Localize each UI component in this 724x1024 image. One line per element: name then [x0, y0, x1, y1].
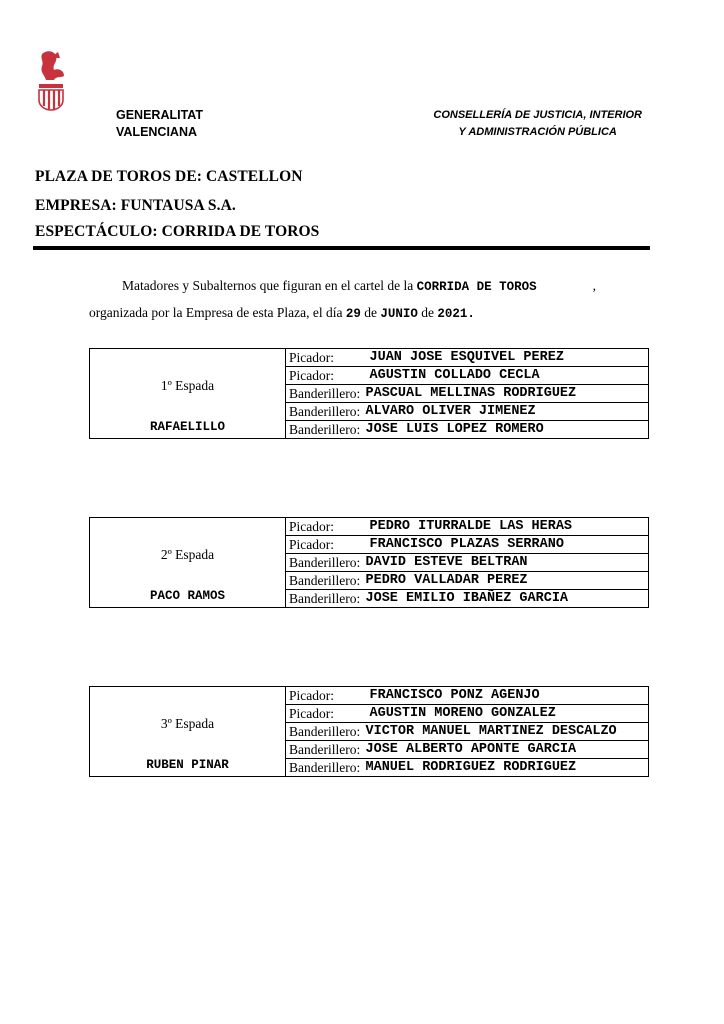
espada-cell	[90, 687, 286, 777]
espada-table-2	[89, 517, 649, 608]
espada-label: 1º Espada	[160, 378, 215, 393]
intro-text-1: Matadores y Subalternos que figuran en el cartel de la	[122, 278, 414, 293]
conselleria-line1: CONSELLERÍA DE JUSTICIA, INTERIOR	[433, 109, 642, 121]
crew-role: Picador:	[286, 687, 366, 705]
intro-comma: ,	[592, 278, 597, 293]
crew-person: FRANCISCO PONZ AGENJO	[366, 687, 649, 705]
crew-role: Banderillero:	[286, 385, 366, 403]
intro-espectaculo: CORRIDA DE TOROS	[416, 280, 537, 294]
plaza-heading: PLAZA DE TOROS DE: CASTELLON	[35, 168, 303, 185]
crew-role: Banderillero:	[286, 554, 366, 572]
crew-role: Picador:	[286, 518, 366, 536]
matador-name: RAFAELILLO	[149, 420, 225, 434]
conselleria-name	[433, 107, 642, 141]
crew-role: Picador:	[286, 367, 366, 385]
espada-label: 2º Espada	[160, 547, 215, 562]
intro-de-1: de	[364, 305, 378, 320]
crew-person: PEDRO ITURRALDE LAS HERAS	[366, 518, 649, 536]
crew-person: PEDRO VALLADAR PEREZ	[366, 572, 649, 590]
crew-role: Picador:	[286, 705, 366, 723]
espada-label: 3º Espada	[160, 716, 215, 731]
crew-person: JOSE EMILIO IBAÑEZ GARCIA	[366, 590, 649, 608]
crew-role: Banderillero:	[286, 421, 366, 439]
crew-person: PASCUAL MELLINAS RODRIGUEZ	[366, 385, 649, 403]
crew-role: Banderillero:	[286, 759, 366, 777]
crew-role: Banderillero:	[286, 403, 366, 421]
matador-name: PACO RAMOS	[149, 589, 225, 603]
generalitat-name	[116, 107, 203, 141]
crew-person: AGUSTIN COLLADO CECLA	[366, 367, 649, 385]
intro-year: 2021.	[437, 307, 475, 321]
espada-cell	[90, 349, 286, 439]
crew-person: DAVID ESTEVE BELTRAN	[366, 554, 649, 572]
crew-person: JUAN JOSE ESQUIVEL PEREZ	[366, 349, 649, 367]
crew-role: Banderillero:	[286, 590, 366, 608]
header-rule	[33, 246, 650, 250]
crew-person: AGUSTIN MORENO GONZALEZ	[366, 705, 649, 723]
crew-role: Picador:	[286, 536, 366, 554]
intro-de-2: de	[421, 305, 435, 320]
table-row	[90, 518, 649, 536]
intro-line-2	[89, 305, 475, 321]
crew-person: FRANCISCO PLAZAS SERRANO	[366, 536, 649, 554]
espada-cell	[90, 518, 286, 608]
empresa-heading: EMPRESA: FUNTAUSA S.A.	[35, 197, 236, 214]
generalitat-line2: VALENCIANA	[116, 125, 198, 139]
crew-role: Banderillero:	[286, 723, 366, 741]
generalitat-line1: GENERALITAT	[116, 108, 204, 122]
espada-table-3	[89, 686, 649, 777]
generalitat-logo	[36, 48, 70, 112]
espada-table-1	[89, 348, 649, 439]
conselleria-line2: Y ADMINISTRACIÓN PÚBLICA	[458, 126, 617, 138]
intro-month: JUNIO	[380, 307, 418, 321]
intro-day: 29	[345, 307, 361, 321]
table-row	[90, 687, 649, 705]
espectaculo-heading: ESPECTÁCULO: CORRIDA DE TOROS	[35, 223, 320, 240]
crew-person: ALVARO OLIVER JIMENEZ	[366, 403, 649, 421]
crew-role: Banderillero:	[286, 741, 366, 759]
crew-role: Picador:	[286, 349, 366, 367]
crew-person: MANUEL RODRIGUEZ RODRIGUEZ	[366, 759, 649, 777]
crew-person: JOSE LUIS LOPEZ ROMERO	[366, 421, 649, 439]
intro-line-1	[122, 278, 596, 294]
matador-name: RUBEN PINAR	[146, 758, 229, 772]
crew-role: Banderillero:	[286, 572, 366, 590]
crew-person: VICTOR MANUEL MARTINEZ DESCALZO	[366, 723, 649, 741]
intro-text-2: organizada por la Empresa de esta Plaza, el día	[89, 305, 343, 320]
table-row	[90, 349, 649, 367]
crew-person: JOSE ALBERTO APONTE GARCIA	[366, 741, 649, 759]
